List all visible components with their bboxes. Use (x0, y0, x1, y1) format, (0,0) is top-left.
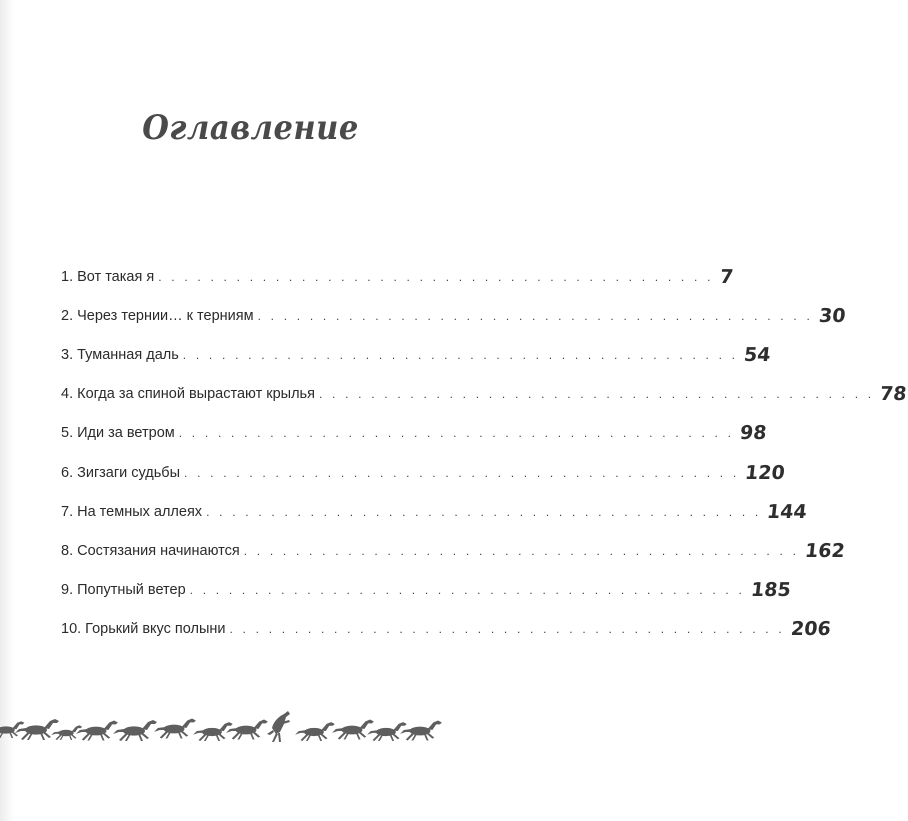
dot-leader: . . . . . . . . . . . . . . . . . . . . . . . . . . . . . . . . . . . . . . . . . . . (158, 270, 714, 285)
toc-entry-title: 9. Попутный ветер (61, 581, 186, 598)
toc-entry-page: 78 (879, 383, 908, 406)
toc-entry-page: 162 (804, 539, 846, 562)
dot-leader: . . . . . . . . . . . . . . . . . . . . . . . . . . . . . . . . . . . . . . . . . . . (206, 504, 762, 519)
toc-entry-title: 8. Состязания начинаются (61, 542, 240, 559)
toc-entry-page: 98 (739, 422, 768, 445)
toc-entry-title: 4. Когда за спиной вырастают крылья (61, 386, 315, 403)
toc-entry (61, 328, 772, 367)
dot-leader: . . . . . . . . . . . . . . . . . . . . . . . . . . . . . . . . . . . . . . . . . . . (257, 309, 813, 324)
toc-entry (61, 367, 908, 406)
toc-entry-title: 10. Горький вкус полыни (61, 620, 226, 637)
toc-entry (61, 563, 792, 602)
dot-leader: . . . . . . . . . . . . . . . . . . . . . . . . . . . . . . . . . . . . . . . . . . . (243, 543, 800, 558)
toc-entry-page: 54 (743, 344, 772, 367)
galloping-horses-icon (0, 706, 501, 750)
dot-leader: . . . . . . . . . . . . . . . . . . . . . . . . . . . . . . . . . . . . . . . . . . . (184, 465, 740, 480)
table-of-contents (61, 250, 908, 641)
toc-entry-page: 120 (744, 461, 787, 484)
dot-leader: . . . . . . . . . . . . . . . . . . . . . . . . . . . . . . . . . . . . . . . . . . . (182, 348, 739, 363)
toc-entry (61, 250, 735, 289)
toc-entry-title: 6. Зигзаги судьбы (61, 464, 180, 481)
toc-entry-page: 144 (766, 500, 809, 523)
toc-entry-page: 30 (817, 305, 847, 328)
toc-entry (61, 485, 809, 524)
toc-entry (61, 406, 768, 445)
toc-entry (61, 289, 847, 328)
page-title: Оглавление (142, 108, 359, 148)
toc-entry (61, 602, 832, 641)
dot-leader: . . . . . . . . . . . . . . . . . . . . . . . . . . . . . . . . . . . . . . . . . . . (189, 582, 746, 597)
toc-entry-title: 3. Туманная даль (61, 347, 179, 364)
toc-entry-page: 206 (789, 617, 832, 640)
dot-leader: . . . . . . . . . . . . . . . . . . . . . . . . . . . . . . . . . . . . . . . . . . . (178, 426, 735, 441)
toc-entry (61, 524, 846, 563)
toc-entry-page: 7 (718, 266, 735, 289)
toc-entry-title: 1. Вот такая я (61, 269, 155, 286)
toc-entry (61, 445, 787, 484)
dot-leader: . . . . . . . . . . . . . . . . . . . . . . . . . . . . . . . . . . . . . . . . . . . (318, 387, 875, 402)
toc-entry-title: 5. Иди за ветром (61, 425, 175, 442)
spine-shadow (0, 0, 14, 821)
toc-entry-page: 185 (749, 578, 792, 601)
dot-leader: . . . . . . . . . . . . . . . . . . . . . . . . . . . . . . . . . . . . . . . . . . . (229, 621, 785, 636)
toc-entry-title: 2. Через тернии… к терниям (61, 308, 254, 325)
toc-entry-title: 7. На темных аллеях (61, 503, 203, 520)
